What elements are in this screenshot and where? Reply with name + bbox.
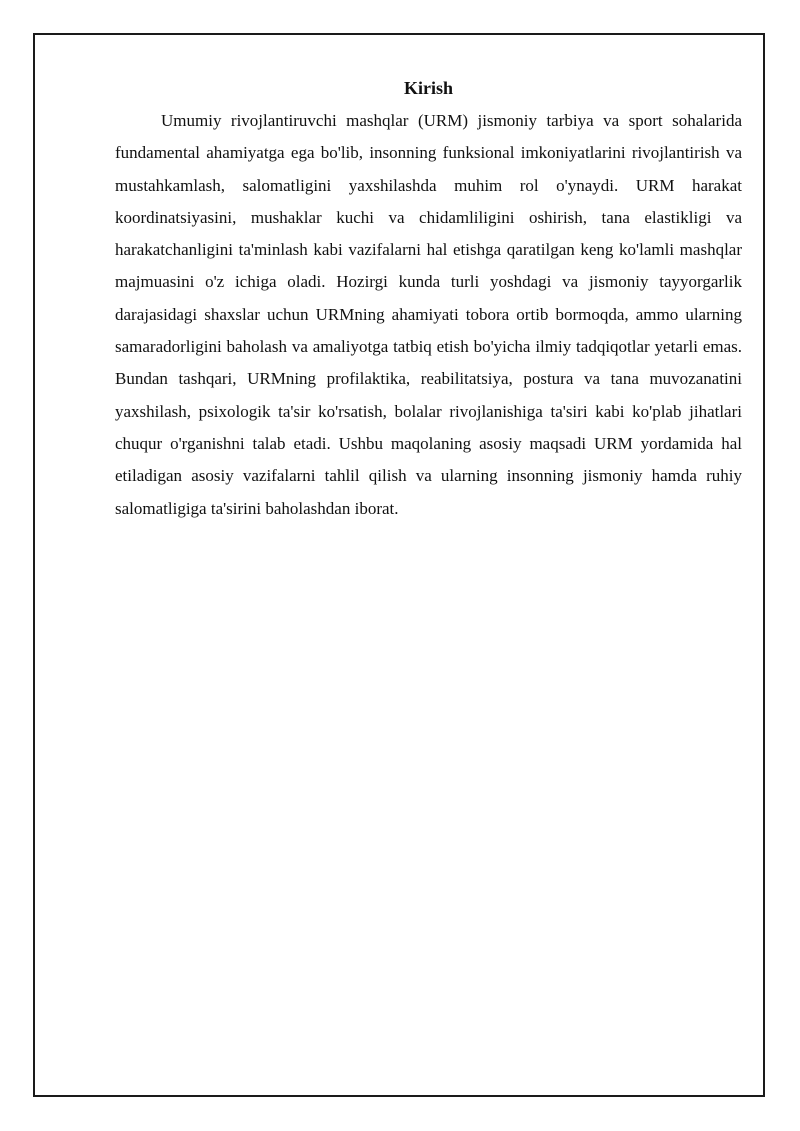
intro-paragraph: Umumiy rivojlantiruvchi mashqlar (URM) jismoniy tarbiya va sport sohalarida fundamental ahamiyatga ega bo'lib, insonning funksional imkoniyatlarini rivojlantirish va mustahkamlash, salomatligini yaxshilashda muhim rol o'ynaydi. URM harakat koordinatsiyasini, mushaklar kuchi va chidamliligini oshirish, tana elastikligi va harakatchanligini ta'minlash kabi vazifalarni hal etishga qaratilgan keng ko'lamli mashqlar majmuasini o'z ichiga oladi. Hozirgi kunda turli yoshdagi va jismoniy tayyorgarlik darajasidagi shaxslar uchun URMning ahamiyati tobora ortib bormoqda, ammo ularning samaradorligini baholash va amaliyotga tatbiq etish bo'yicha ilmiy tadqiqotlar yetarli emas. Bundan tashqari, URMning profilaktika, reabilitatsiya, postura va tana muvozanatini yaxshilash, psixologik ta'sir ko'rsatish, bolalar rivojlanishiga ta'siri kabi ko'plab jihatlari chuqur o'rganishni talab etadi. Ushbu maqolaning asosiy maqsadi URM yordamida hal etiladigan asosiy vazifalarni tahlil qilish va ularning insonning jismoniy hamda ruhiy salomatligiga ta'sirini baholashdan iborat. (115, 111, 742, 518)
document-body (115, 74, 742, 525)
section-heading: Kirish (403, 78, 453, 98)
